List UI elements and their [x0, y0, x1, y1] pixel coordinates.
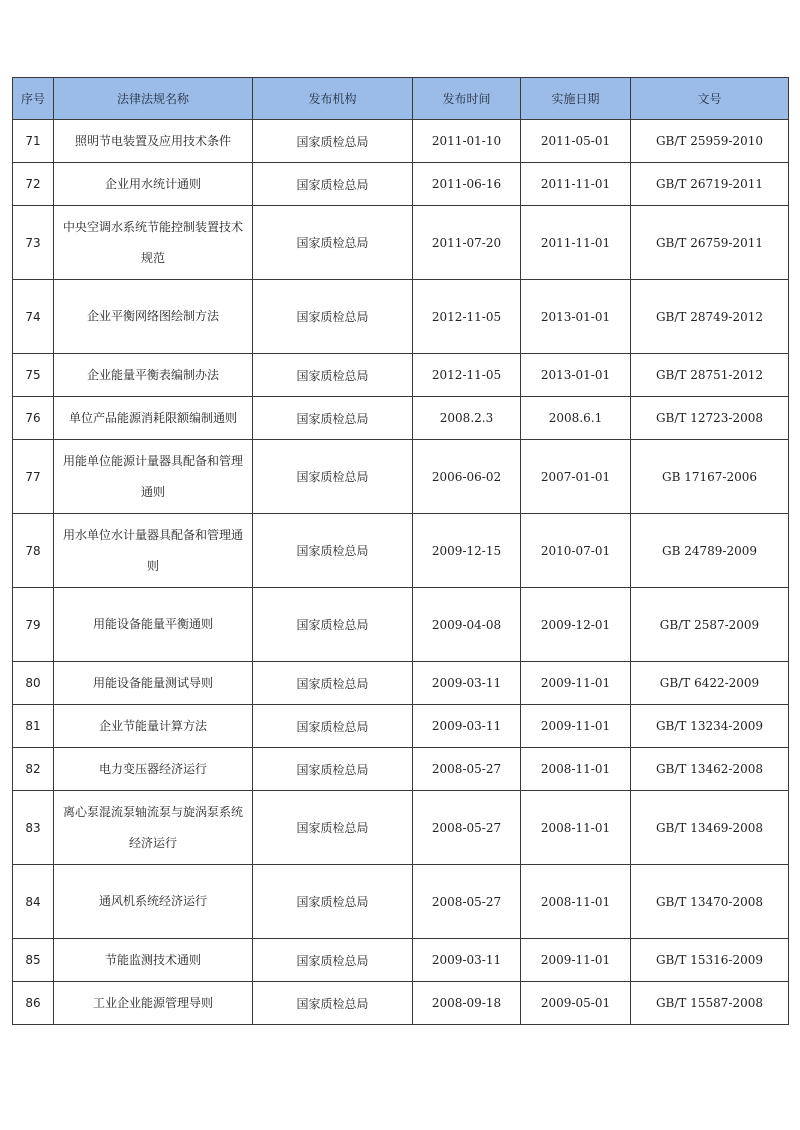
table-row [13, 206, 789, 280]
issuing-agency-cell: 国家质检总局 [253, 748, 413, 791]
header-effective-date: 实施日期 [521, 78, 631, 120]
document-number-cell: GB/T 15316-2009 [631, 939, 789, 982]
document-number-cell: GB/T 13470-2008 [631, 865, 789, 939]
publish-date-cell: 2008-05-27 [413, 748, 521, 791]
table-body [13, 120, 789, 1025]
publish-date-cell: 2008-05-27 [413, 865, 521, 939]
table-row [13, 705, 789, 748]
publish-date-cell: 2006-06-02 [413, 440, 521, 514]
effective-date-cell: 2011-11-01 [521, 206, 631, 280]
serial-number-cell: 72 [13, 163, 54, 206]
effective-date-cell: 2009-12-01 [521, 588, 631, 662]
table-row [13, 120, 789, 163]
header-publish-date: 发布时间 [413, 78, 521, 120]
serial-number-cell: 78 [13, 514, 54, 588]
document-number-cell: GB/T 13234-2009 [631, 705, 789, 748]
serial-number-cell: 73 [13, 206, 54, 280]
regulation-name-cell: 用能单位能源计量器具配备和管理通则 [54, 440, 253, 514]
serial-number-cell: 76 [13, 397, 54, 440]
regulation-name-cell: 用能设备能量测试导则 [54, 662, 253, 705]
regulations-table [12, 77, 789, 1025]
publish-date-cell: 2008.2.3 [413, 397, 521, 440]
table-row [13, 982, 789, 1025]
effective-date-cell: 2008-11-01 [521, 748, 631, 791]
serial-number-cell: 74 [13, 280, 54, 354]
document-number-cell: GB/T 13462-2008 [631, 748, 789, 791]
serial-number-cell: 75 [13, 354, 54, 397]
effective-date-cell: 2008.6.1 [521, 397, 631, 440]
publish-date-cell: 2009-03-11 [413, 662, 521, 705]
regulation-name-cell: 企业用水统计通则 [54, 163, 253, 206]
serial-number-cell: 80 [13, 662, 54, 705]
table-row [13, 514, 789, 588]
publish-date-cell: 2011-06-16 [413, 163, 521, 206]
publish-date-cell: 2012-11-05 [413, 280, 521, 354]
issuing-agency-cell: 国家质检总局 [253, 705, 413, 748]
document-number-cell: GB/T 28749-2012 [631, 280, 789, 354]
publish-date-cell: 2009-12-15 [413, 514, 521, 588]
effective-date-cell: 2013-01-01 [521, 354, 631, 397]
effective-date-cell: 2009-11-01 [521, 662, 631, 705]
issuing-agency-cell: 国家质检总局 [253, 588, 413, 662]
table-row [13, 397, 789, 440]
issuing-agency-cell: 国家质检总局 [253, 120, 413, 163]
regulation-name-cell: 工业企业能源管理导则 [54, 982, 253, 1025]
table-row [13, 939, 789, 982]
serial-number-cell: 84 [13, 865, 54, 939]
regulation-name-cell: 企业能量平衡表编制办法 [54, 354, 253, 397]
document-number-cell: GB 17167-2006 [631, 440, 789, 514]
regulation-name-cell: 企业节能量计算方法 [54, 705, 253, 748]
document-number-cell: GB/T 26759-2011 [631, 206, 789, 280]
issuing-agency-cell: 国家质检总局 [253, 514, 413, 588]
regulation-name-cell: 用水单位水计量器具配备和管理通则 [54, 514, 253, 588]
document-number-cell: GB/T 25959-2010 [631, 120, 789, 163]
serial-number-cell: 86 [13, 982, 54, 1025]
issuing-agency-cell: 国家质检总局 [253, 865, 413, 939]
effective-date-cell: 2007-01-01 [521, 440, 631, 514]
issuing-agency-cell: 国家质检总局 [253, 791, 413, 865]
effective-date-cell: 2009-11-01 [521, 705, 631, 748]
table-row [13, 163, 789, 206]
document-number-cell: GB 24789-2009 [631, 514, 789, 588]
effective-date-cell: 2008-11-01 [521, 791, 631, 865]
regulation-name-cell: 照明节电装置及应用技术条件 [54, 120, 253, 163]
issuing-agency-cell: 国家质检总局 [253, 280, 413, 354]
regulation-name-cell: 通风机系统经济运行 [54, 865, 253, 939]
issuing-agency-cell: 国家质检总局 [253, 163, 413, 206]
issuing-agency-cell: 国家质检总局 [253, 354, 413, 397]
header-regulation-name: 法律法规名称 [54, 78, 253, 120]
document-number-cell: GB/T 26719-2011 [631, 163, 789, 206]
issuing-agency-cell: 国家质检总局 [253, 982, 413, 1025]
serial-number-cell: 85 [13, 939, 54, 982]
regulation-name-cell: 企业平衡网络图绘制方法 [54, 280, 253, 354]
issuing-agency-cell: 国家质检总局 [253, 939, 413, 982]
publish-date-cell: 2011-01-10 [413, 120, 521, 163]
regulation-name-cell: 节能监测技术通则 [54, 939, 253, 982]
table-row [13, 662, 789, 705]
document-number-cell: GB/T 15587-2008 [631, 982, 789, 1025]
table-row [13, 440, 789, 514]
effective-date-cell: 2013-01-01 [521, 280, 631, 354]
publish-date-cell: 2011-07-20 [413, 206, 521, 280]
publish-date-cell: 2009-03-11 [413, 939, 521, 982]
table-row [13, 280, 789, 354]
serial-number-cell: 81 [13, 705, 54, 748]
regulation-name-cell: 单位产品能源消耗限额编制通则 [54, 397, 253, 440]
regulation-name-cell: 电力变压器经济运行 [54, 748, 253, 791]
publish-date-cell: 2012-11-05 [413, 354, 521, 397]
regulation-name-cell: 用能设备能量平衡通则 [54, 588, 253, 662]
regulation-name-cell: 离心泵混流泵轴流泵与旋涡泵系统经济运行 [54, 791, 253, 865]
table-row [13, 865, 789, 939]
publish-date-cell: 2008-09-18 [413, 982, 521, 1025]
issuing-agency-cell: 国家质检总局 [253, 206, 413, 280]
effective-date-cell: 2008-11-01 [521, 865, 631, 939]
serial-number-cell: 79 [13, 588, 54, 662]
publish-date-cell: 2009-04-08 [413, 588, 521, 662]
serial-number-cell: 77 [13, 440, 54, 514]
effective-date-cell: 2011-11-01 [521, 163, 631, 206]
effective-date-cell: 2009-05-01 [521, 982, 631, 1025]
document-number-cell: GB/T 12723-2008 [631, 397, 789, 440]
serial-number-cell: 83 [13, 791, 54, 865]
regulation-name-cell: 中央空调水系统节能控制装置技术规范 [54, 206, 253, 280]
effective-date-cell: 2010-07-01 [521, 514, 631, 588]
header-document-number: 文号 [631, 78, 789, 120]
serial-number-cell: 82 [13, 748, 54, 791]
serial-number-cell: 71 [13, 120, 54, 163]
table-header-row [13, 78, 789, 120]
table-row [13, 791, 789, 865]
publish-date-cell: 2009-03-11 [413, 705, 521, 748]
document-number-cell: GB/T 28751-2012 [631, 354, 789, 397]
document-number-cell: GB/T 6422-2009 [631, 662, 789, 705]
publish-date-cell: 2008-05-27 [413, 791, 521, 865]
table-row [13, 588, 789, 662]
issuing-agency-cell: 国家质检总局 [253, 440, 413, 514]
table-row [13, 354, 789, 397]
document-number-cell: GB/T 2587-2009 [631, 588, 789, 662]
header-issuing-agency: 发布机构 [253, 78, 413, 120]
issuing-agency-cell: 国家质检总局 [253, 662, 413, 705]
effective-date-cell: 2011-05-01 [521, 120, 631, 163]
header-serial-number: 序号 [13, 78, 54, 120]
issuing-agency-cell: 国家质检总局 [253, 397, 413, 440]
document-number-cell: GB/T 13469-2008 [631, 791, 789, 865]
effective-date-cell: 2009-11-01 [521, 939, 631, 982]
table-row [13, 748, 789, 791]
